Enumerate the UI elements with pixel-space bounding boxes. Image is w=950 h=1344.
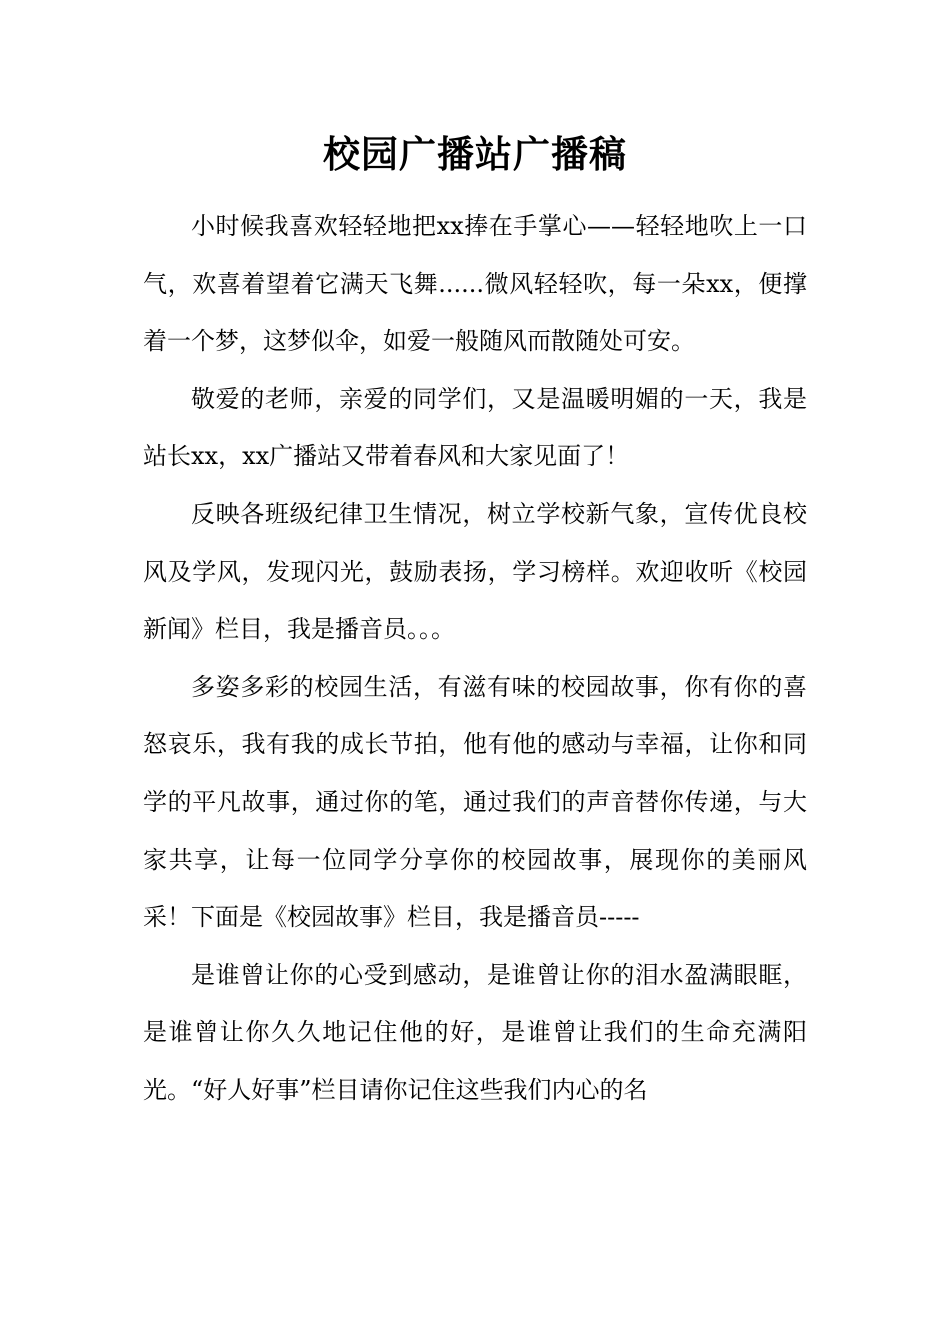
paragraph-2: 敬爱的老师，亲爱的同学们，又是温暖明媚的一天，我是站长xx，xx广播站又带着春风和大家见面了！ [143,384,807,471]
paragraph-5: 是谁曾让你的心受到感动，是谁曾让你的泪水盈满眼眶，是谁曾让你久久地记住他的好，是谁曾让我们的生命充满阳光。“好人好事”栏目请你记住这些我们内心的名 [143,960,807,1104]
paragraph-4: 多姿多彩的校园生活，有滋有味的校园故事，你有你的喜怒哀乐，我有我的成长节拍，他有他的感动与幸福，让你和同学的平凡故事，通过你的笔，通过我们的声音替你传递，与大家共享，让每一位同学分享你的校园故事，展现你的美丽风采！下面是《校园故事》栏目，我是播音员----- [143,672,807,932]
document-title: 校园广播站广播稿 [323,132,627,176]
paragraph-1: 小时候我喜欢轻轻地把xx捧在手掌心——轻轻地吹上一口气，欢喜着望着它满天飞舞......微风轻轻吹，每一朵xx，便撑着一个梦，这梦似伞，如爱一般随风而散随处可安。 [143,212,807,356]
paragraph-3: 反映各班级纪律卫生情况，树立学校新气象，宣传优良校风及学风，发现闪光，鼓励表扬，学习榜样。欢迎收听《校园新闻》栏目，我是播音员。。。 [143,499,807,644]
document-body [143,198,807,1120]
